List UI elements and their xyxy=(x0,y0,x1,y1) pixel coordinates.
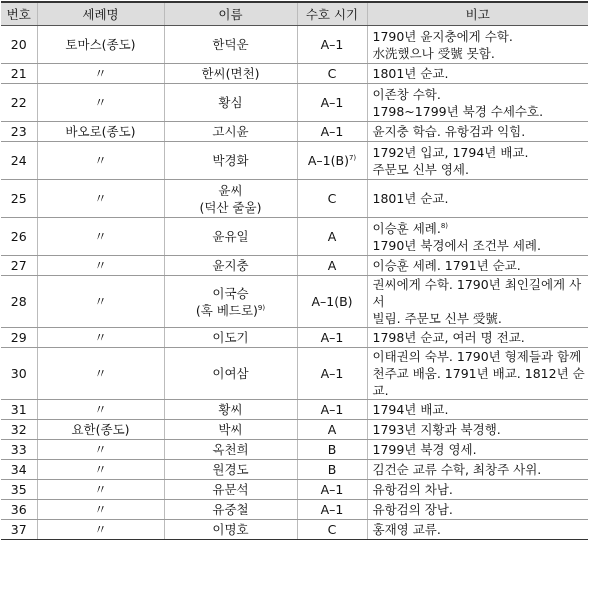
table-row xyxy=(1,440,588,460)
cell-number-text: 26 xyxy=(10,229,27,244)
cell-period xyxy=(297,480,367,500)
cell-period xyxy=(297,400,367,420)
cell-number-text: 27 xyxy=(10,258,27,273)
table-row xyxy=(1,218,588,256)
cell-name-text: 이여삼 xyxy=(212,366,249,381)
cell-number-text: 21 xyxy=(10,66,27,81)
table-row xyxy=(1,180,588,218)
cell-baptismal-name xyxy=(37,500,164,520)
table-row xyxy=(1,256,588,276)
cell-name-text: 황씨 xyxy=(218,402,243,417)
cell-remarks-text: 이승훈 세례. xyxy=(372,220,441,236)
cell-period-text: A–1(B) xyxy=(311,294,353,309)
cell-baptismal-name xyxy=(37,460,164,480)
cell-period xyxy=(297,520,367,540)
cell-baptismal-name xyxy=(37,84,164,122)
cell-name xyxy=(164,256,297,276)
cell-number-text: 37 xyxy=(10,522,27,537)
table-row xyxy=(1,348,588,400)
cell-number xyxy=(1,400,37,420)
cell-period xyxy=(297,256,367,276)
cell-number-text: 31 xyxy=(10,402,27,417)
cell-period-text: B xyxy=(327,462,337,477)
cell-name xyxy=(164,348,297,400)
cell-name xyxy=(164,84,297,122)
cell-name-text: 이도기 xyxy=(212,330,249,345)
table-row xyxy=(1,122,588,142)
cell-baptismal-name xyxy=(37,440,164,460)
cell-baptismal-name-text: 〃 xyxy=(94,330,107,345)
table-row xyxy=(1,480,588,500)
cell-period xyxy=(297,460,367,480)
cell-baptismal-name xyxy=(37,218,164,256)
table-row xyxy=(1,520,588,540)
cell-baptismal-name-text: 〃 xyxy=(94,95,107,110)
cell-remarks-text: 홍재영 교류. xyxy=(372,522,441,537)
cell-baptismal-name-text: 〃 xyxy=(94,191,107,206)
cell-period-text: A–1 xyxy=(320,482,344,497)
cell-name xyxy=(164,26,297,64)
cell-remarks-text: 김건순 교류 수학, 최창주 사위. xyxy=(372,462,542,477)
footnote-mark: 9) xyxy=(257,303,266,312)
cell-period-text: C xyxy=(327,522,337,537)
cell-remarks-text: 이승훈 세례. 1791년 순교. xyxy=(372,258,521,273)
table-row xyxy=(1,64,588,84)
cell-period xyxy=(297,276,367,328)
cell-baptismal-name-text: 〃 xyxy=(94,462,107,477)
table-row xyxy=(1,500,588,520)
cell-period-text: C xyxy=(327,66,337,81)
cell-remarks-text: 1798년 순교, 여러 명 전교. xyxy=(372,330,525,345)
cell-remarks xyxy=(367,218,588,256)
cell-name xyxy=(164,460,297,480)
cell-baptismal-name xyxy=(37,328,164,348)
cell-name-text: 윤지충 xyxy=(212,258,249,273)
cell-period xyxy=(297,26,367,64)
cell-baptismal-name-text: 〃 xyxy=(94,229,107,244)
cell-period-text: A–1 xyxy=(320,402,344,417)
cell-baptismal-name xyxy=(37,122,164,142)
table-row xyxy=(1,26,588,64)
cell-name xyxy=(164,218,297,256)
cell-number xyxy=(1,420,37,440)
cell-remarks-text: 1801년 순교. xyxy=(372,191,449,206)
cell-name-text: 박경화 xyxy=(212,153,249,168)
cell-period-text: A–1(B) xyxy=(307,153,349,168)
cell-name xyxy=(164,328,297,348)
cell-period-text: A xyxy=(327,422,337,437)
cell-remarks xyxy=(367,460,588,480)
header-baptismal-name: 세례명 xyxy=(37,2,164,26)
cell-remarks-text: 1792년 입교, 1794년 배교. 주문모 신부 영세. xyxy=(372,144,529,177)
cell-remarks xyxy=(367,180,588,218)
cell-period xyxy=(297,64,367,84)
cell-number-text: 23 xyxy=(10,124,27,139)
table-row xyxy=(1,328,588,348)
cell-number-text: 22 xyxy=(10,95,27,110)
cell-baptismal-name xyxy=(37,420,164,440)
cell-period xyxy=(297,500,367,520)
cell-name xyxy=(164,122,297,142)
cell-period-text: A–1 xyxy=(320,330,344,345)
cell-remarks xyxy=(367,520,588,540)
cell-remarks-text: 1794년 배교. xyxy=(372,402,449,417)
cell-name-text: 원경도 xyxy=(212,462,249,477)
cell-baptismal-name-text: 〃 xyxy=(94,258,107,273)
cell-number-text: 28 xyxy=(10,294,27,309)
cell-period xyxy=(297,122,367,142)
cell-name xyxy=(164,520,297,540)
cell-remarks-text: 유항검의 차남. xyxy=(372,482,453,497)
cell-remarks-text: 유항검의 장남. xyxy=(372,502,453,517)
cell-name-text: 한덕운 xyxy=(212,37,249,52)
cell-number xyxy=(1,122,37,142)
cell-period-text: A xyxy=(327,258,337,273)
cell-number-text: 30 xyxy=(10,366,27,381)
cell-name-text: 박씨 xyxy=(218,422,243,437)
cell-baptismal-name-text: 〃 xyxy=(94,153,107,168)
cell-remarks xyxy=(367,480,588,500)
cell-remarks xyxy=(367,84,588,122)
header-name: 이름 xyxy=(164,2,297,26)
table-row xyxy=(1,460,588,480)
cell-remarks-text: 이태권의 숙부. 1790년 형제들과 함께 천주교 배움. 1791년 배교. 1812년 순교. xyxy=(372,349,585,398)
cell-period xyxy=(297,420,367,440)
cell-name-text: 고시윤 xyxy=(212,124,249,139)
cell-name-text: 한씨(면천) xyxy=(201,66,260,81)
cell-period-text: A–1 xyxy=(320,366,344,381)
cell-name-text: 옥천희 xyxy=(212,442,249,457)
cell-remarks-text: 이존창 수학. 1798~1799년 북경 수세수호. xyxy=(372,86,544,119)
cell-number xyxy=(1,218,37,256)
cell-remarks-text: 1799년 북경 영세. xyxy=(372,442,477,457)
cell-period-text: B xyxy=(327,442,337,457)
cell-period xyxy=(297,440,367,460)
cell-period xyxy=(297,142,367,180)
cell-period xyxy=(297,218,367,256)
cell-name-text: 이명호 xyxy=(212,522,249,537)
cell-number-text: 29 xyxy=(10,330,27,345)
cell-number-text: 35 xyxy=(10,482,27,497)
cell-number xyxy=(1,256,37,276)
cell-baptismal-name-text: 토마스(종도) xyxy=(65,37,136,52)
cell-name-text: 유중철 xyxy=(212,502,249,517)
cell-remarks-text: 권씨에게 수학. 1790년 최인길에게 사서 빌림. 주문모 신부 受號. xyxy=(372,277,582,326)
cell-period xyxy=(297,328,367,348)
cell-period-text: A–1 xyxy=(320,124,344,139)
cell-period xyxy=(297,348,367,400)
cell-name xyxy=(164,480,297,500)
cell-remarks xyxy=(367,328,588,348)
cell-number-text: 24 xyxy=(10,153,27,168)
cell-remarks xyxy=(367,276,588,328)
cell-remarks-text: 1790년 윤지충에게 수학. 水洗했으나 受號 못함. xyxy=(372,28,513,61)
header-remarks: 비고 xyxy=(367,2,588,26)
table-body xyxy=(1,26,588,540)
cell-baptismal-name xyxy=(37,520,164,540)
table-row xyxy=(1,400,588,420)
cell-number-text: 36 xyxy=(10,502,27,517)
cell-number xyxy=(1,276,37,328)
cell-period-text: A–1 xyxy=(320,502,344,517)
cell-name-text: 윤유일 xyxy=(212,229,249,244)
cell-remarks xyxy=(367,440,588,460)
cell-number xyxy=(1,64,37,84)
cell-remarks xyxy=(367,420,588,440)
cell-number xyxy=(1,26,37,64)
cell-period xyxy=(297,180,367,218)
cell-period xyxy=(297,84,367,122)
cell-number-text: 25 xyxy=(10,191,27,206)
cell-baptismal-name xyxy=(37,26,164,64)
cell-baptismal-name-text: 〃 xyxy=(94,482,107,497)
cell-baptismal-name xyxy=(37,180,164,218)
cell-baptismal-name xyxy=(37,64,164,84)
cell-baptismal-name xyxy=(37,480,164,500)
cell-period-text: C xyxy=(327,191,337,206)
table-row xyxy=(1,276,588,328)
cell-name xyxy=(164,180,297,218)
cell-name-text: 유문석 xyxy=(212,482,249,497)
footnote-mark: 8) xyxy=(440,221,449,230)
cell-remarks-text-continued: 1790년 북경에서 조건부 세례. xyxy=(372,237,541,253)
cell-name xyxy=(164,500,297,520)
cell-number xyxy=(1,460,37,480)
cell-baptismal-name xyxy=(37,142,164,180)
cell-name-text: 윤씨 (덕산 줄울) xyxy=(199,182,262,215)
table-row xyxy=(1,142,588,180)
table-row xyxy=(1,84,588,122)
cell-name xyxy=(164,142,297,180)
cell-name xyxy=(164,440,297,460)
cell-remarks xyxy=(367,64,588,84)
cell-remarks xyxy=(367,400,588,420)
cell-baptismal-name xyxy=(37,256,164,276)
cell-baptismal-name-text: 〃 xyxy=(94,502,107,517)
cell-baptismal-name-text: 〃 xyxy=(94,442,107,457)
cell-name xyxy=(164,420,297,440)
cell-number xyxy=(1,84,37,122)
cell-name-text: 황심 xyxy=(218,95,243,110)
cell-baptismal-name xyxy=(37,400,164,420)
cell-baptismal-name-text: 요한(종도) xyxy=(71,422,130,437)
cell-remarks xyxy=(367,256,588,276)
cell-number xyxy=(1,180,37,218)
cell-number-text: 32 xyxy=(10,422,27,437)
cell-period-text: A xyxy=(327,229,337,244)
table-row xyxy=(1,420,588,440)
cell-baptismal-name-text: 〃 xyxy=(94,294,107,309)
cell-period-text: A–1 xyxy=(320,95,344,110)
cell-number xyxy=(1,500,37,520)
header-number: 번호 xyxy=(1,2,37,26)
cell-baptismal-name xyxy=(37,348,164,400)
cell-remarks-text: 1793년 지황과 북경행. xyxy=(372,422,501,437)
footnote-mark: 7) xyxy=(348,154,357,162)
cell-remarks xyxy=(367,348,588,400)
header-row xyxy=(1,2,588,26)
cell-number xyxy=(1,142,37,180)
cell-baptismal-name-text: 〃 xyxy=(94,66,107,81)
cell-number xyxy=(1,480,37,500)
cell-baptismal-name-text: 〃 xyxy=(94,522,107,537)
cell-remarks xyxy=(367,26,588,64)
cell-remarks-text: 윤지충 학습. 유항검과 익힘. xyxy=(372,124,526,139)
cell-number xyxy=(1,348,37,400)
cell-remarks xyxy=(367,500,588,520)
header-period: 수호 시기 xyxy=(297,2,367,26)
cell-baptismal-name-text: 〃 xyxy=(94,402,107,417)
cell-remarks xyxy=(367,122,588,142)
cell-number xyxy=(1,440,37,460)
cell-baptismal-name-text: 바오로(종도) xyxy=(65,124,136,139)
cell-remarks xyxy=(367,142,588,180)
cell-number xyxy=(1,328,37,348)
records-table xyxy=(1,1,588,540)
cell-period-text: A–1 xyxy=(320,37,344,52)
cell-number xyxy=(1,520,37,540)
cell-name xyxy=(164,400,297,420)
cell-number-text: 34 xyxy=(10,462,27,477)
cell-name xyxy=(164,276,297,328)
cell-number-text: 33 xyxy=(10,442,27,457)
cell-name xyxy=(164,64,297,84)
cell-baptismal-name xyxy=(37,276,164,328)
cell-baptismal-name-text: 〃 xyxy=(94,366,107,381)
cell-remarks-text: 1801년 순교. xyxy=(372,66,449,81)
cell-name-text: 이국승 (혹 베드로) xyxy=(195,285,258,318)
cell-number-text: 20 xyxy=(10,37,27,52)
